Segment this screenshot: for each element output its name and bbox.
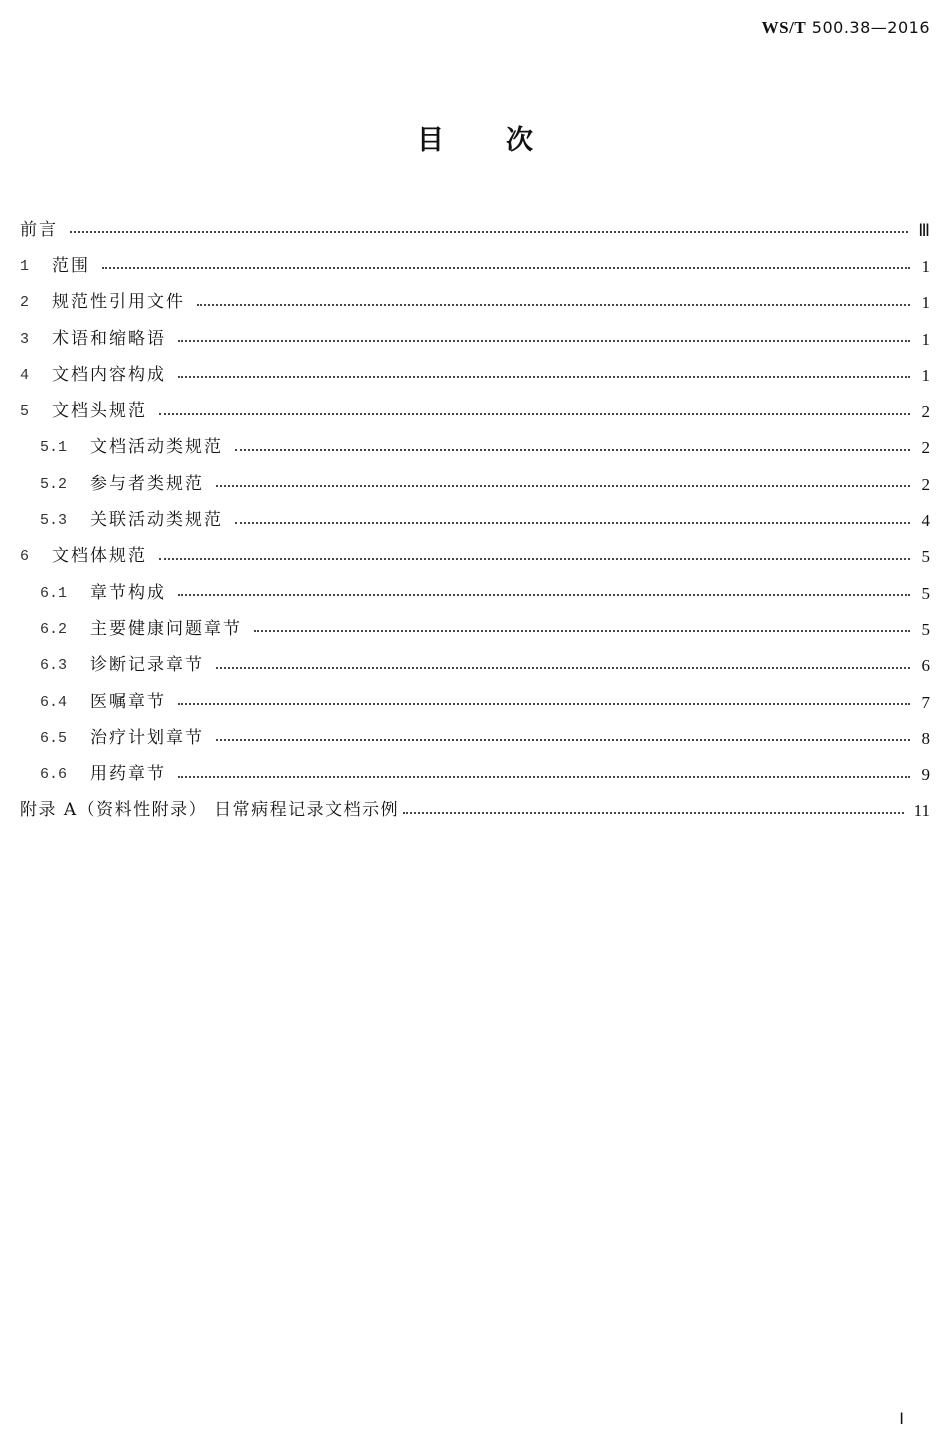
toc-entry-6[interactable] [20, 539, 930, 575]
toc-entry-6-1[interactable] [20, 575, 930, 611]
toc-entry-6-2[interactable] [20, 611, 930, 647]
toc-entry-title: 治疗计划章节 [90, 727, 204, 748]
dot-leader [216, 739, 910, 741]
toc-entry-title: 文档头规范 [52, 401, 147, 422]
toc-entry-title: 规范性引用文件 [52, 292, 185, 313]
standard-prefix: WS/T [761, 18, 807, 37]
dot-leader [178, 594, 910, 596]
toc-entry-number: 2 [20, 294, 30, 312]
toc-entry-page: 8 [921, 728, 930, 748]
toc-entry-number: 3 [20, 330, 30, 348]
toc-entry-title: 文档内容构成 [52, 364, 166, 385]
toc-entry-4[interactable] [20, 357, 930, 393]
toc-entry-5-1[interactable] [20, 430, 930, 466]
dot-leader [70, 231, 908, 233]
toc-entry-number: 5.1 [40, 439, 68, 457]
toc-entry-title: 章节构成 [90, 582, 166, 603]
toc-entry-page: 6 [921, 656, 930, 676]
toc-entry-title: 文档活动类规范 [90, 437, 223, 458]
toc-entry-3[interactable] [20, 321, 930, 357]
toc-entry-title: 前言 [20, 219, 58, 240]
dot-leader [178, 376, 910, 378]
dot-leader [197, 304, 910, 306]
dot-leader [403, 812, 904, 814]
dot-leader [235, 522, 910, 524]
toc-entry-title: 诊断记录章节 [90, 655, 204, 676]
toc-entry-number: 6.5 [40, 729, 68, 747]
toc-entry-page: Ⅲ [918, 220, 930, 240]
toc-entry-page: 2 [921, 402, 930, 422]
toc-entry-title: 医嘱章节 [90, 691, 166, 712]
toc-entry-6-3[interactable] [20, 648, 930, 684]
toc-entry-number: 6.3 [40, 657, 68, 675]
toc-entry-number: 5.3 [40, 512, 68, 530]
toc-entry-title: 范围 [52, 255, 90, 276]
toc-entry-title: 主要健康问题章节 [90, 618, 242, 639]
toc-entry-page: 11 [913, 801, 930, 821]
toc-entry-number: 6.4 [40, 693, 68, 711]
toc-entry-title: 附录 A（资料性附录） 日常病程记录文档示例 [20, 800, 400, 821]
toc-entry-title: 关联活动类规范 [90, 510, 223, 531]
toc-entry-page: 5 [921, 583, 930, 603]
toc-entry-title: 术语和缩略语 [52, 328, 166, 349]
toc-entry-6-5[interactable] [20, 720, 930, 756]
table-of-contents [20, 212, 930, 829]
toc-entry-page: 4 [921, 511, 930, 531]
toc-entry-number: 6 [20, 548, 30, 566]
toc-entry-number: 6.2 [40, 620, 68, 638]
dot-leader [254, 630, 910, 632]
toc-entry-page: 1 [921, 293, 930, 313]
toc-entry-5-3[interactable] [20, 502, 930, 538]
toc-entry-page: 5 [921, 619, 930, 639]
toc-entry-title: 参与者类规范 [90, 473, 204, 494]
page-title: 目次 [417, 125, 595, 156]
toc-entry-title: 用药章节 [90, 764, 166, 785]
toc-entry-title: 文档体规范 [52, 546, 147, 567]
toc-entry-annex-a[interactable] [20, 793, 930, 829]
toc-entry-page: 1 [921, 329, 930, 349]
dot-leader [159, 413, 910, 415]
toc-entry-number: 6.1 [40, 584, 68, 602]
toc-entry-6-4[interactable] [20, 684, 930, 720]
dot-leader [159, 558, 910, 560]
toc-entry-foreword[interactable] [20, 212, 930, 248]
dot-leader [235, 449, 910, 451]
dot-leader [178, 776, 910, 778]
toc-entry-page: 1 [921, 256, 930, 276]
toc-entry-number: 4 [20, 366, 30, 384]
toc-entry-number: 6.6 [40, 766, 68, 784]
standard-number: 500.38—2016 [811, 18, 930, 37]
toc-entry-number: 5.2 [40, 475, 68, 493]
dot-leader [178, 340, 910, 342]
toc-entry-number: 1 [20, 257, 30, 275]
toc-entry-2[interactable] [20, 285, 930, 321]
dot-leader [178, 703, 910, 705]
dot-leader [102, 267, 910, 269]
dot-leader [216, 485, 910, 487]
toc-entry-number: 5 [20, 403, 30, 421]
toc-entry-1[interactable] [20, 248, 930, 284]
toc-entry-page: 2 [921, 474, 930, 494]
dot-leader [216, 667, 910, 669]
toc-entry-page: 2 [921, 438, 930, 458]
toc-entry-page: 5 [921, 547, 930, 567]
toc-entry-6-6[interactable] [20, 756, 930, 792]
toc-entry-5-2[interactable] [20, 466, 930, 502]
toc-entry-page: 1 [921, 365, 930, 385]
page-number: Ⅰ [899, 1411, 904, 1428]
toc-entry-page: 7 [921, 692, 930, 712]
standard-code [762, 18, 930, 38]
toc-entry-page: 9 [921, 765, 930, 785]
toc-entry-5[interactable] [20, 393, 930, 429]
